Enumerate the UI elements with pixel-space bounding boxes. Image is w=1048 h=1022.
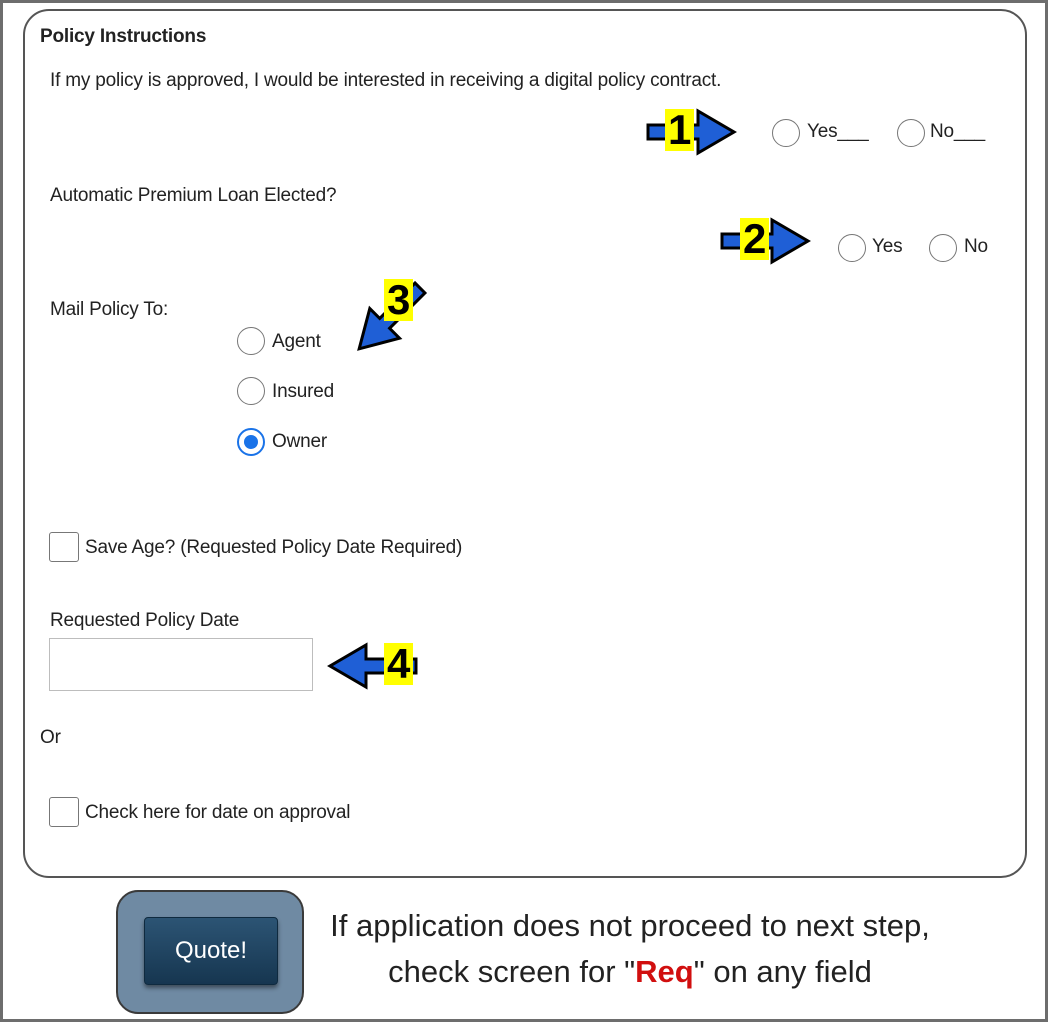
date-on-approval-label: Check here for date on approval xyxy=(85,802,351,823)
or-label: Or xyxy=(40,727,61,748)
mail-insured-label: Insured xyxy=(272,381,334,402)
annotation-number-3: 3 xyxy=(384,279,413,321)
digital-contract-yes-label: Yes___ xyxy=(807,121,869,142)
section-title: Policy Instructions xyxy=(40,26,207,47)
quote-button-frame xyxy=(116,890,304,1014)
mail-agent-label: Agent xyxy=(272,331,321,352)
policy-date-label: Requested Policy Date xyxy=(50,610,240,631)
footer-note-line1: If application does not proceed to next step, xyxy=(330,908,930,943)
footer-note-before: check screen for " xyxy=(388,954,636,989)
mail-owner-label: Owner xyxy=(272,431,327,452)
save-age-label: Save Age? (Requested Policy Date Required) xyxy=(85,537,463,558)
premium-loan-yes-label: Yes xyxy=(872,236,903,257)
footer-note-line2 xyxy=(320,954,940,990)
annotation-number-1: 1 xyxy=(665,109,694,151)
quote-button[interactable]: Quote! xyxy=(144,917,278,985)
mail-policy-label: Mail Policy To: xyxy=(50,299,169,320)
digital-contract-question: If my policy is approved, I would be interested in receiving a digital policy contract. xyxy=(50,70,722,91)
premium-loan-no-label: No xyxy=(964,236,988,257)
footer-note-after: " on any field xyxy=(693,954,872,989)
annotation-number-4: 4 xyxy=(384,643,413,685)
digital-contract-no-label: No___ xyxy=(930,121,985,142)
req-highlight: Req xyxy=(635,954,694,989)
premium-loan-question: Automatic Premium Loan Elected? xyxy=(50,185,337,206)
annotation-number-2: 2 xyxy=(740,218,769,260)
